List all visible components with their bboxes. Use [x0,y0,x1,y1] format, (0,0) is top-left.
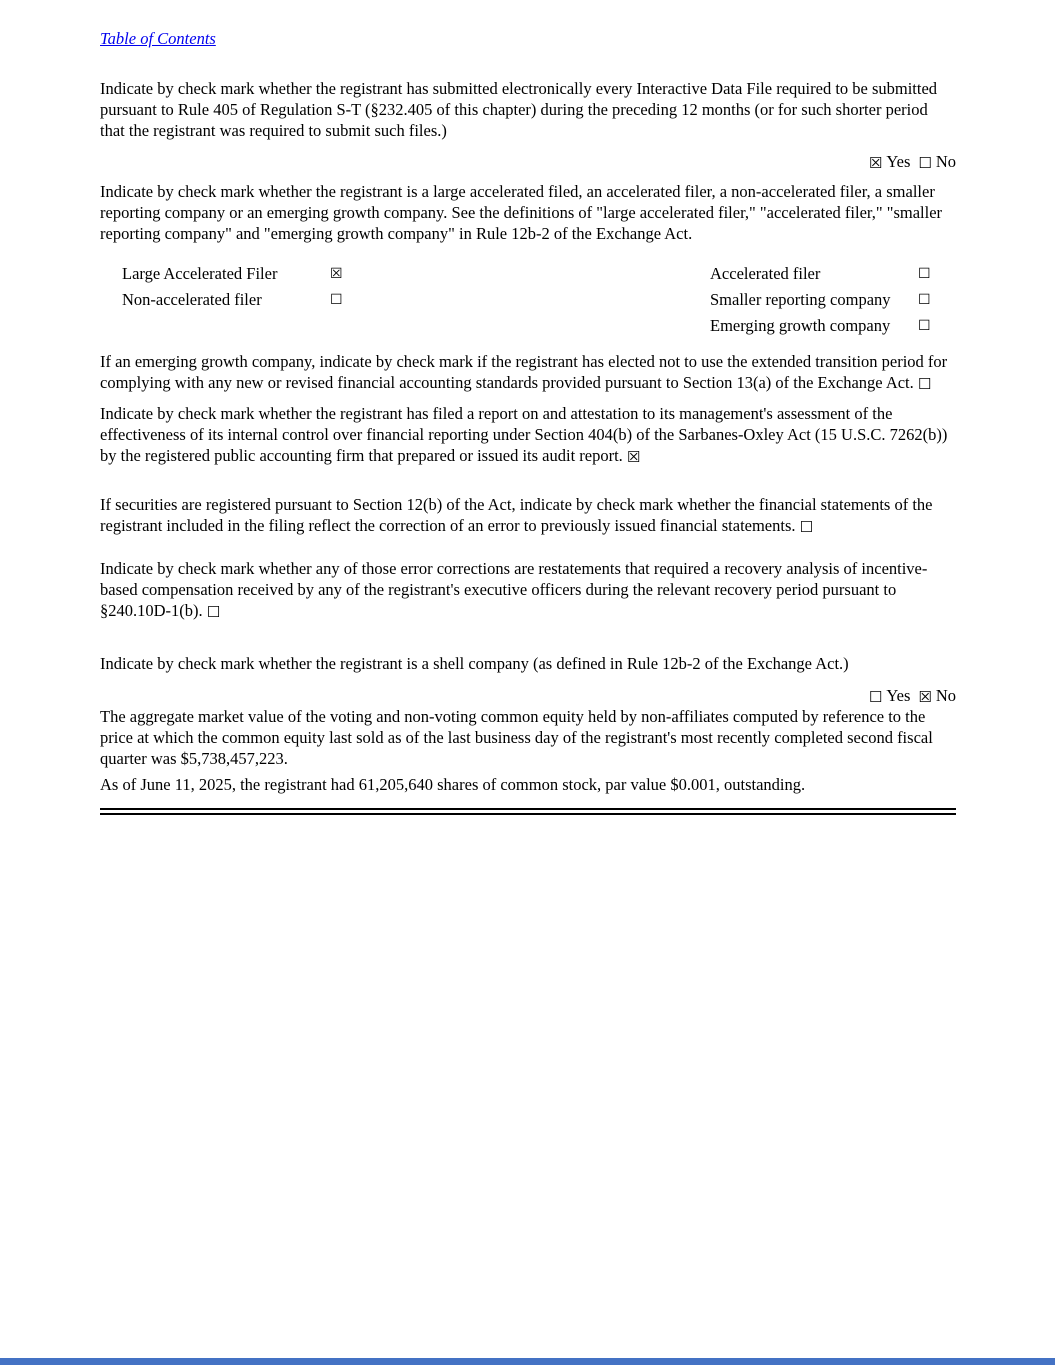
checkbox-checked-icon: ☒ [918,688,932,706]
table-row [122,313,956,339]
checkbox-unchecked-icon: ☐ [918,318,931,334]
filer-label-large-accelerated: Large Accelerated Filer [122,264,278,283]
paragraph-sox-attestation: Indicate by check mark whether the registrant has filed a report on and attestation to its management's assessment of the effectiveness of its internal control over financial reporting under Section 404(b) of the Sarbanes-Oxley Act (15 U.S.C. 7262(b)) by the registered public accounting firm that prepared or issued its audit report. ☒ [100,404,948,466]
paragraph-error-correction: If securities are registered pursuant to Section 12(b) of the Act, indicate by check mark whether the financial statements of the registrant included in the filing reflect the correction of an error to previously issued financial statements. ☐ [100,495,933,536]
checkbox-checked-icon: ☒ [868,154,883,172]
filer-label-non-accelerated: Non-accelerated filer [122,290,262,309]
table-of-contents-link[interactable]: Table of Contents [100,29,216,48]
filer-label-emerging-growth: Emerging growth company [710,316,891,335]
yes-no-row-interactive-data [100,151,956,172]
no-label: No [935,152,956,171]
no-label: No [935,686,956,705]
table-row [122,261,956,287]
yes-no-row-shell-company [100,685,956,706]
checkbox-unchecked-icon: ☐ [917,375,932,393]
paragraph-interactive-data-file: Indicate by check mark whether the registrant has submitted electronically every Interactive Data File required to be submitted pursuant to Rule 405 of Regulation S-T (§232.405 of this chapter) during the preceding 12 months (or for such shorter period that the registrant was required to submit such files.) [100,79,938,140]
filer-label-smaller-reporting: Smaller reporting company [710,290,891,309]
filer-label-accelerated: Accelerated filer [710,264,821,283]
document-page [100,29,956,815]
yes-label: Yes [886,152,911,171]
checkbox-unchecked-icon: ☐ [206,603,221,621]
checkbox-unchecked-icon: ☐ [868,688,883,706]
filer-status-table [100,261,956,339]
yes-label: Yes [886,686,911,705]
paragraph-shell-company: Indicate by check mark whether the registrant is a shell company (as defined in Rule 12b-2 of the Exchange Act.) [100,654,849,673]
paragraph-shares-outstanding: As of June 11, 2025, the registrant had 61,205,640 shares of common stock, par value $0.001, outstanding. [100,775,806,794]
paragraph-restatements: Indicate by check mark whether any of those error corrections are restatements that required a recovery analysis of incentive-based compensation received by any of the registrant's executive officers during the relevant recovery period pursuant to §240.10D-1(b). ☐ [100,559,928,621]
paragraph-emerging-growth: If an emerging growth company, indicate by check mark if the registrant has elected not to use the extended transition period for complying with any new or revised financial accounting standards provided pursuant to Section 13(a) of the Exchange Act. ☐ [100,352,948,393]
checkbox-checked-icon: ☒ [330,266,343,282]
section-divider-double-rule [100,808,956,815]
checkbox-unchecked-icon: ☐ [799,518,814,536]
checkbox-unchecked-icon: ☐ [918,266,931,282]
table-row [122,287,956,313]
checkbox-checked-icon: ☒ [626,448,641,466]
paragraph-aggregate-market-value: The aggregate market value of the voting and non-voting common equity held by non-affiliates computed by reference to the price at which the common equity last sold as of the last business day of the registrant's most recently completed second fiscal quarter was $5,738,457,223. [100,707,933,768]
checkbox-unchecked-icon: ☐ [330,292,343,308]
checkbox-unchecked-icon: ☐ [918,292,931,308]
checkbox-unchecked-icon: ☐ [918,154,932,172]
bottom-accent-bar [0,1358,1055,1365]
paragraph-filer-definitions: Indicate by check mark whether the registrant is a large accelerated filed, an accelerated filer, a non-accelerated filer, a smaller reporting company or an emerging growth company. See the definitions of "large accelerated filer," "accelerated filer," "smaller reporting company" and "emerging growth company" in Rule 12b-2 of the Exchange Act. [100,182,943,243]
